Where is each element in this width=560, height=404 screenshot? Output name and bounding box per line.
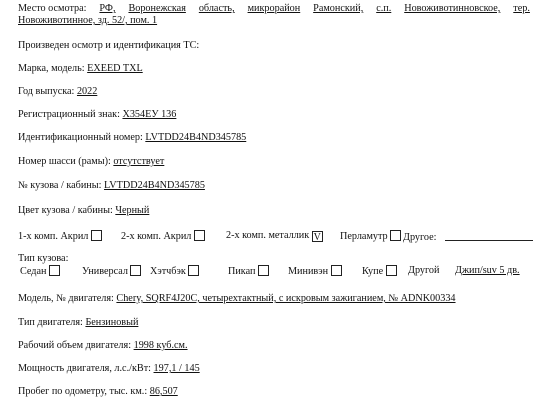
body-type-option-label: Универсал — [82, 266, 128, 277]
location-word: с.п. — [376, 3, 392, 14]
body-type-other-value — [455, 265, 520, 277]
paint-option-label: Перламутр — [340, 231, 388, 242]
body-type-checkbox[interactable] — [130, 265, 141, 276]
body-type-option — [362, 265, 397, 278]
body-type-other — [408, 265, 439, 277]
engine-type-label: Тип двигателя: — [18, 317, 83, 328]
body-number-label: № кузова / кабины: — [18, 180, 102, 191]
body-type-option-label: Купе — [362, 266, 384, 277]
body-type-other-label: Другой — [408, 265, 440, 276]
paint-option — [226, 230, 323, 242]
body-type-option — [20, 265, 60, 278]
engine-type-value: Бензиновый — [85, 317, 139, 328]
color-value: Черный — [115, 205, 150, 216]
make-model-value: EXEED TXL — [87, 63, 143, 74]
chassis-row — [18, 156, 164, 168]
body-type-other-text: Джип/suv 5 дв. — [455, 265, 520, 276]
paint-option — [18, 230, 102, 243]
location-word: тер. — [513, 3, 530, 14]
paint-option — [340, 230, 401, 243]
paint-option-label: 2-х комп. металлик — [226, 230, 310, 241]
make-model-row — [18, 63, 143, 75]
body-type-checkbox[interactable] — [386, 265, 397, 276]
year-row — [18, 86, 97, 98]
location-line-1 — [18, 3, 530, 15]
displacement-label: Рабочий объем двигателя: — [18, 340, 132, 351]
body-type-option — [82, 265, 141, 278]
engine-model-label: Модель, № двигателя: — [18, 293, 114, 304]
location-label: Место осмотра: — [18, 3, 87, 14]
location-word: Воронежская — [128, 3, 186, 14]
paint-other-field[interactable] — [445, 230, 533, 241]
paint-other — [403, 230, 533, 244]
body-type-option-label: Хэтчбэк — [150, 266, 186, 277]
body-type-option — [288, 265, 342, 278]
vin-label: Идентификационный номер: — [18, 132, 143, 143]
location-line-2 — [18, 15, 157, 27]
make-model-label: Марка, модель: — [18, 63, 85, 74]
paint-checkbox[interactable] — [91, 230, 102, 241]
odometer-label: Пробег по одометру, тыс. км.: — [18, 386, 148, 397]
engine-model-value: Chery, SQRF4J20C, четырехтактный, с искровым зажиганием, № ADNK00334 — [116, 293, 456, 304]
reg-plate-value: Х354ЕУ 136 — [122, 109, 177, 120]
body-type-option — [228, 265, 269, 278]
body-type-option-label: Седан — [20, 266, 47, 277]
odometer-row — [18, 386, 178, 398]
odometer-value: 86,507 — [149, 386, 178, 397]
paint-option-label: 2-х комп. Акрил — [121, 231, 192, 242]
chassis-label: Номер шасси (рамы): — [18, 156, 111, 167]
vin-value: LVTDD24B4ND345785 — [145, 132, 247, 143]
power-row — [18, 363, 200, 375]
paint-checkbox[interactable]: V — [313, 232, 321, 243]
paint-other-label: Другое: — [403, 232, 437, 243]
year-value: 2022 — [76, 86, 98, 97]
body-type-checkbox[interactable] — [188, 265, 199, 276]
location-word: микрорайон — [247, 3, 301, 14]
color-label: Цвет кузова / кабины: — [18, 205, 113, 216]
engine-type-row — [18, 317, 138, 329]
body-type-checkbox[interactable] — [258, 265, 269, 276]
displacement-value: 1998 куб.см. — [133, 340, 188, 351]
paint-checkbox[interactable] — [194, 230, 205, 241]
paint-option — [121, 230, 205, 243]
reg-plate-label: Регистрационный знак: — [18, 109, 120, 120]
body-type-checkbox[interactable] — [331, 265, 342, 276]
body-type-option-label: Минивэн — [288, 266, 329, 277]
vin-row — [18, 132, 246, 144]
paint-checkbox[interactable] — [390, 230, 401, 241]
location-word: область, — [198, 3, 235, 14]
body-number-row — [18, 180, 205, 192]
engine-model-row — [18, 293, 456, 305]
location-value-cont: Новоживотинное, зд. 52/, пом. 1 — [18, 15, 158, 26]
year-label: Год выпуска: — [18, 86, 75, 97]
power-label: Мощность двигателя, л.с./кВт: — [18, 363, 151, 374]
location-word: Рамонский, — [313, 3, 364, 14]
power-value: 197,1 / 145 — [153, 363, 200, 374]
color-row — [18, 205, 149, 217]
body-number-value: LVTDD24B4ND345785 — [103, 180, 205, 191]
body-type-option — [150, 265, 199, 278]
body-type-checkbox[interactable] — [49, 265, 60, 276]
location-word: Новоживотинновское, — [404, 3, 501, 14]
paint-option-label: 1-х комп. Акрил — [18, 231, 89, 242]
chassis-value: отсутствует — [113, 156, 165, 167]
location-word: РФ, — [99, 3, 116, 14]
body-type-label: Тип кузова: — [18, 253, 69, 264]
reg-plate-row — [18, 109, 176, 121]
inspection-intro: Произведен осмотр и идентификация ТС: — [18, 40, 200, 51]
body-type-option-label: Пикап — [228, 266, 256, 277]
displacement-row — [18, 340, 188, 352]
